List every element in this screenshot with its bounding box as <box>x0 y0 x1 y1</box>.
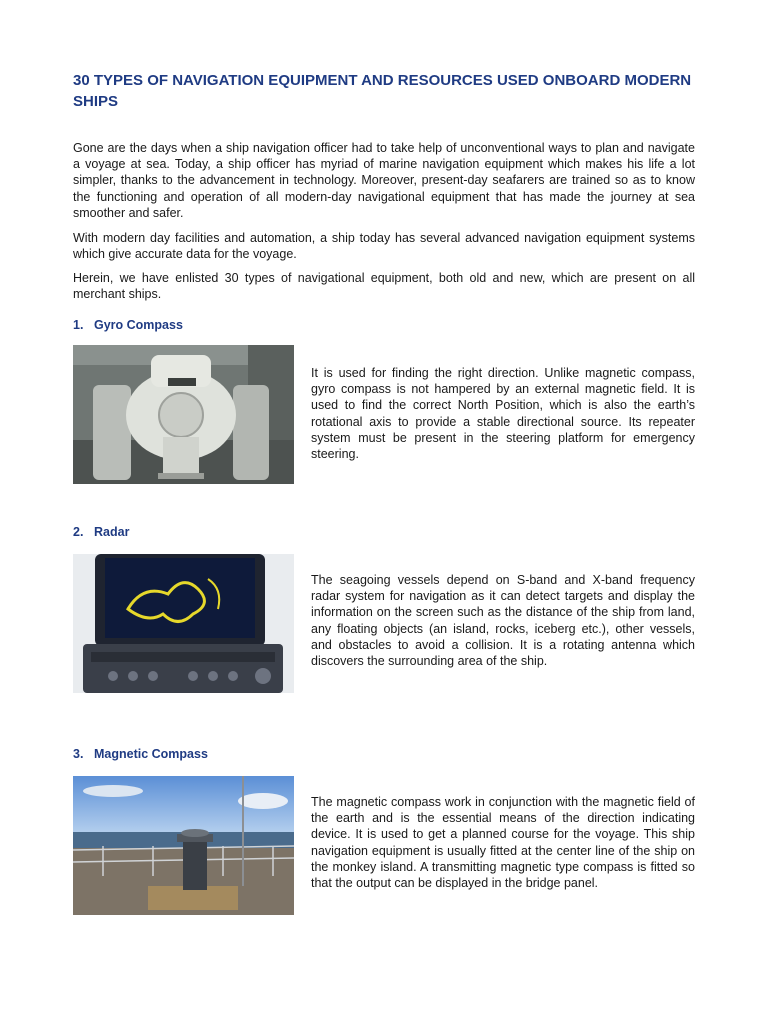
document-title: 30 TYPES OF NAVIGATION EQUIPMENT AND RESOURCES USED ONBOARD MODERN SHIPS <box>73 72 692 110</box>
gyro-compass-description: It is used for finding the right direction. Unlike magnetic compass, gyro compass is not hampered by an external magnetic field. It is used to find the correct North Position, which is also the earth’s rotational axis to provide a stable directional source. Its repeater system must be present in the steering platform for emergency steering. <box>311 366 695 462</box>
radar-photo <box>73 554 294 693</box>
section-title: Magnetic Compass <box>94 747 208 761</box>
radar-description: The seagoing vessels depend on S-band and X-band frequency radar system for navigation as it can detect targets and display the information on the screen such as the distance of the ship from land, any floating objects (an island, rocks, iceberg etc.), other vessels, and obstacles to avoid a collision. It is a rotating antenna which discovers the surrounding area of the ship. <box>311 573 695 669</box>
magnetic-compass-description: The magnetic compass work in conjunction with the magnetic field of the earth and is the essential means of the direction indicating device. It is used to get a planned course for the voyage. This ship navigation equipment is usually fitted at the center line of the ship on the monkey island. A transmitting magnetic type compass is fitted so that the output can be displayed in the bridge panel. <box>311 795 695 891</box>
section-number: 2. <box>73 525 84 539</box>
intro-paragraph-1: Gone are the days when a ship navigation officer had to take help of unconventional ways to plan and navigate a voyage at sea. Today, a ship officer has myriad of marine navigation equipment which makes his life a lot simpler, thanks to the advancement in technology. Moreover, present-day seafarers are trained so as to know the functioning and operation of all modern-day navigational equipment that has made the journey at sea smoother and safer. <box>73 141 695 220</box>
intro-paragraph-2: With modern day facilities and automation, a ship today has several advanced navigation equipment systems which give accurate data for the voyage. <box>73 231 695 262</box>
section-title: Gyro Compass <box>94 318 183 332</box>
section-heading-magnetic-compass <box>73 747 208 761</box>
section-title: Radar <box>94 525 130 539</box>
section-number: 1. <box>73 318 84 332</box>
section-heading-gyro-compass <box>73 318 183 332</box>
magnetic-compass-photo <box>73 776 294 915</box>
section-number: 3. <box>73 747 84 761</box>
section-heading-radar <box>73 525 129 539</box>
intro-paragraph-3: Herein, we have enlisted 30 types of navigational equipment, both old and new, which are present on all merchant ships. <box>73 271 695 302</box>
gyro-compass-photo <box>73 345 294 484</box>
